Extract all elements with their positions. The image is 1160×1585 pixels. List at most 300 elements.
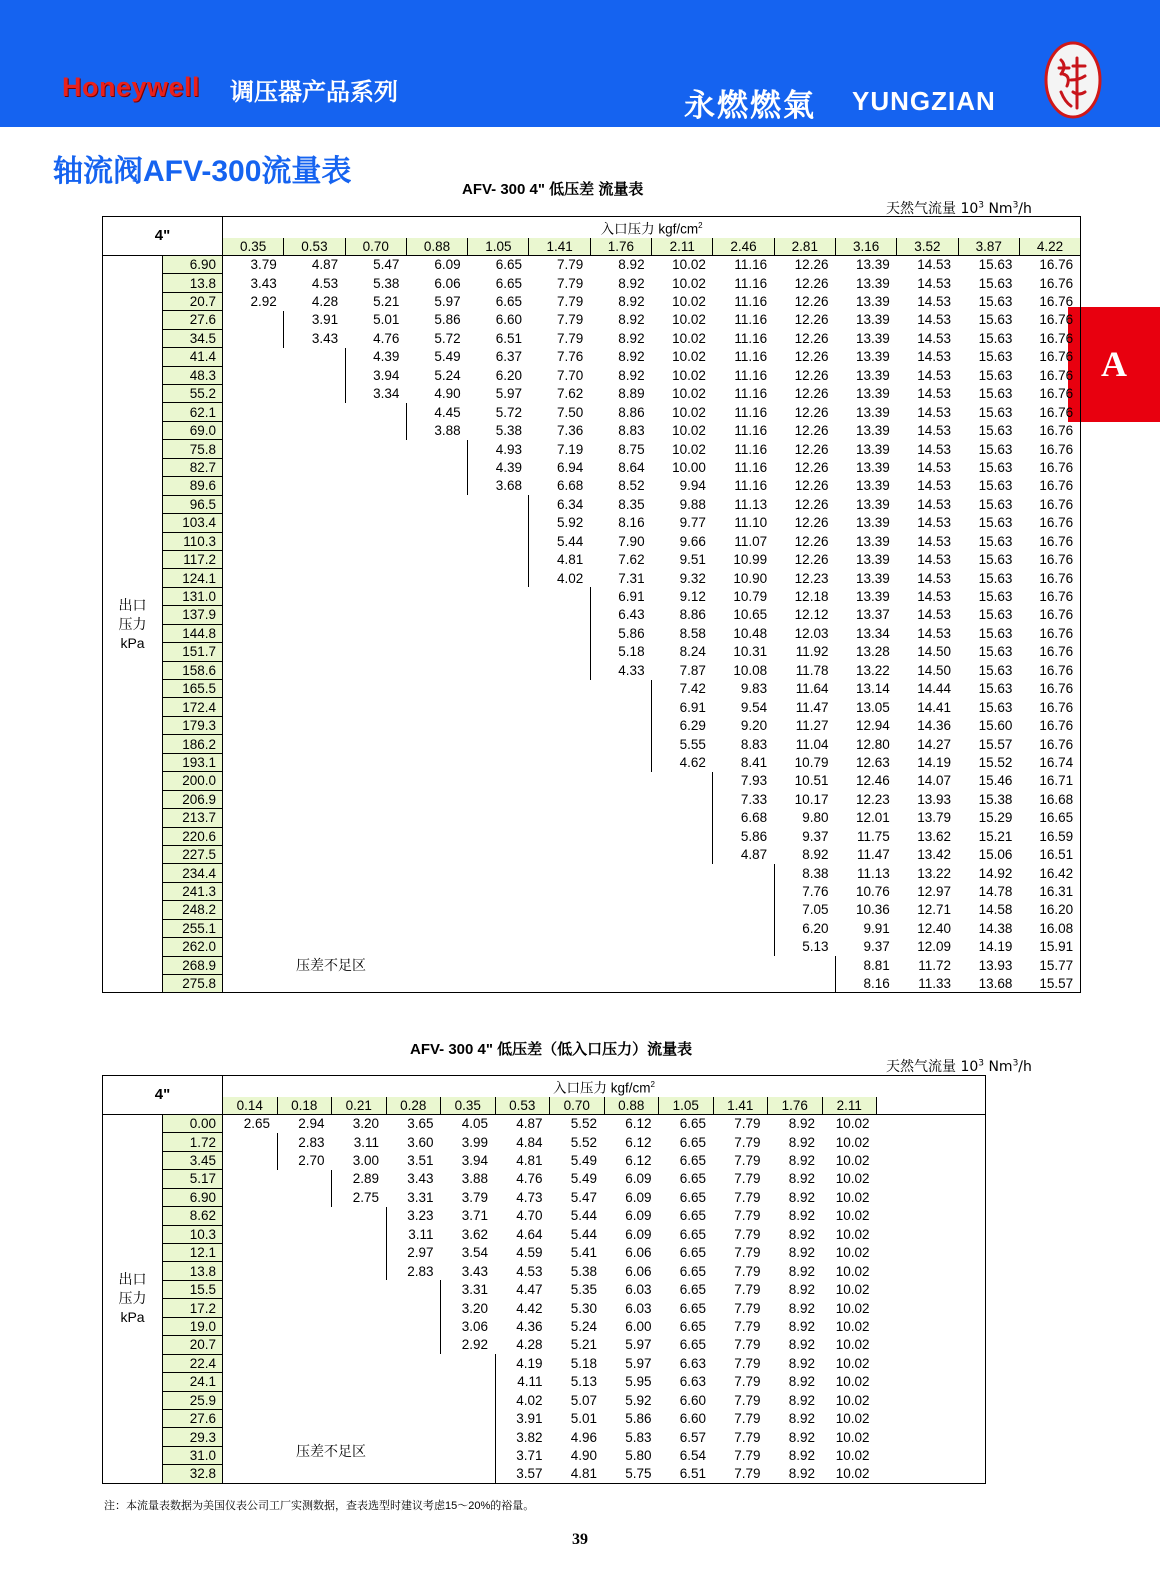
flow-value-cell: 8.92 — [788, 1245, 815, 1261]
empty-cell — [590, 809, 651, 827]
empty-cell — [277, 1188, 332, 1206]
flow-value-cell: 16.76 — [1019, 329, 1080, 347]
flow-value-cell: 8.58 — [679, 625, 706, 641]
flow-value-cell: 4.70 — [516, 1208, 543, 1224]
table-row — [103, 975, 1081, 993]
flow-value-cell: 11.16 — [734, 349, 768, 365]
empty-cell — [345, 569, 406, 587]
inlet-pressure-col-header: 3.16 — [835, 238, 896, 256]
empty-cell — [468, 864, 529, 882]
empty-cell — [468, 790, 529, 808]
flow-value-cell: 14.36 — [917, 718, 952, 734]
empty-cell — [277, 1465, 332, 1483]
flow-value-cell: 10.90 — [733, 570, 768, 586]
flow-value-cell: 5.86 — [713, 827, 774, 845]
flow-value-cell: 3.79 — [223, 255, 284, 273]
empty-cell — [277, 1409, 332, 1427]
outlet-pressure-row-header: 19.0 — [163, 1317, 223, 1335]
flow-value-cell: 6.34 — [529, 495, 590, 513]
empty-cell — [277, 1336, 332, 1354]
empty-cell — [590, 845, 651, 863]
empty-cell — [223, 1151, 278, 1169]
outlet-pressure-row-header: 48.3 — [163, 366, 223, 384]
flow-value-cell: 6.65 — [679, 1134, 706, 1150]
outlet-pressure-row-header: 213.7 — [163, 809, 223, 827]
flow-value-cell: 7.62 — [618, 552, 645, 568]
flow-value-cell: 16.76 — [1019, 624, 1080, 642]
outlet-pressure-label: 出口 压力 kPa — [103, 1114, 163, 1483]
flow-value-cell: 12.01 — [855, 810, 890, 826]
inlet-pressure-col-header: 1.05 — [659, 1097, 714, 1115]
flow-value-cell: 12.09 — [917, 939, 952, 955]
flow-value-cell: 5.97 — [434, 294, 461, 310]
flow-value-cell: 9.83 — [740, 681, 768, 697]
flow-value-cell: 6.51 — [495, 330, 522, 346]
flow-value-cell: 5.38 — [495, 423, 522, 439]
inlet-pressure-col-header: 0.35 — [441, 1097, 496, 1115]
table-row — [103, 458, 1081, 476]
flow-value-cell: 10.02 — [835, 1208, 870, 1224]
inlet-pressure-col-header: 0.53 — [284, 238, 345, 256]
table-row — [103, 1207, 986, 1225]
flow-value-cell: 8.92 — [788, 1318, 815, 1334]
flow-value-cell: 10.00 — [672, 459, 706, 475]
empty-cell — [529, 698, 590, 716]
flow-value-cell: 8.92 — [788, 1226, 815, 1242]
flow-value-cell: 12.26 — [794, 349, 829, 365]
flow-value-cell: 6.06 — [625, 1245, 652, 1261]
empty-cell — [877, 1280, 932, 1298]
flow-value-cell: 10.02 — [835, 1171, 870, 1187]
empty-cell — [406, 550, 467, 568]
flow-value-cell: 3.68 — [468, 477, 529, 495]
outlet-pressure-row-header: 158.6 — [163, 661, 223, 679]
flow-value-cell: 14.19 — [978, 939, 1013, 955]
flow-value-cell: 15.63 — [978, 496, 1013, 512]
flow-value-cell: 8.92 — [788, 1355, 815, 1371]
empty-cell — [652, 919, 713, 937]
flow-value-cell: 10.48 — [733, 625, 768, 641]
flow-value-cell: 4.33 — [590, 661, 651, 679]
section-tab[interactable]: A — [1068, 307, 1160, 422]
empty-cell — [877, 1336, 932, 1354]
flow-value-cell: 13.93 — [978, 957, 1013, 973]
empty-cell — [223, 919, 284, 937]
inlet-pressure-col-header: 0.18 — [277, 1097, 332, 1115]
flow-value-cell: 6.06 — [434, 275, 461, 291]
flow-value-cell: 5.47 — [570, 1189, 597, 1205]
flow-value-cell: 12.26 — [794, 294, 829, 310]
empty-cell — [877, 1409, 932, 1427]
flow-value-cell: 4.19 — [495, 1354, 550, 1372]
flow-value-cell: 6.37 — [495, 349, 522, 365]
empty-cell — [877, 1317, 932, 1335]
flow-value-cell: 13.39 — [855, 423, 890, 439]
inlet-pressure-col-header: 2.11 — [822, 1097, 877, 1115]
empty-cell — [652, 790, 713, 808]
flow-value-cell: 6.63 — [679, 1374, 706, 1390]
flow-value-cell: 8.16 — [835, 975, 896, 993]
flow-value-cell: 8.16 — [618, 515, 645, 531]
empty-cell — [877, 1225, 932, 1243]
flow-value-cell: 5.38 — [570, 1263, 597, 1279]
empty-cell — [223, 753, 284, 771]
flow-value-cell: 3.88 — [461, 1171, 488, 1187]
flow-value-cell: 16.74 — [1019, 753, 1080, 771]
header-banner — [0, 0, 1160, 127]
empty-cell — [441, 1354, 496, 1372]
flow-value-cell: 14.53 — [917, 275, 952, 291]
flow-value-cell: 7.87 — [679, 662, 706, 678]
inlet-pressure-col-header: 1.76 — [768, 1097, 823, 1115]
flow-value-cell: 6.09 — [625, 1208, 652, 1224]
flow-value-cell: 5.21 — [373, 294, 400, 310]
empty-cell — [406, 440, 467, 458]
table-row — [103, 1262, 986, 1280]
outlet-pressure-row-header: 179.3 — [163, 716, 223, 734]
flow-value-cell: 15.63 — [978, 570, 1013, 586]
empty-cell — [284, 919, 345, 937]
flow-value-cell: 10.02 — [835, 1448, 870, 1464]
empty-cell — [332, 1207, 387, 1225]
flow-value-cell: 5.01 — [373, 312, 400, 328]
flow-value-cell: 7.79 — [734, 1429, 761, 1445]
flow-value-cell: 14.27 — [917, 736, 952, 752]
flow-value-cell: 6.65 — [679, 1116, 706, 1132]
inlet-pressure-col-header: 2.46 — [713, 238, 774, 256]
flow-value-cell: 12.26 — [794, 404, 829, 420]
empty-cell — [345, 514, 406, 532]
empty-cell — [468, 901, 529, 919]
outlet-pressure-row-header: 20.7 — [163, 292, 223, 310]
flow-value-cell: 4.45 — [406, 403, 467, 421]
empty-cell — [468, 624, 529, 642]
outlet-pressure-row-header: 1.72 — [163, 1133, 223, 1151]
flow-value-cell: 3.23 — [386, 1207, 441, 1225]
flow-value-cell: 2.97 — [386, 1244, 441, 1262]
outlet-pressure-row-header: 144.8 — [163, 624, 223, 642]
flow-value-cell: 5.13 — [774, 938, 835, 956]
flow-value-cell: 6.65 — [679, 1208, 706, 1224]
flow-value-cell: 8.92 — [618, 367, 645, 383]
outlet-pressure-row-header: 27.6 — [163, 311, 223, 329]
flow-value-cell: 10.17 — [794, 791, 829, 807]
flow-value-cell: 8.92 — [788, 1374, 815, 1390]
empty-cell — [386, 1428, 441, 1446]
flow-value-cell: 15.21 — [978, 828, 1013, 844]
outlet-pressure-row-header: 13.8 — [163, 1262, 223, 1280]
flow-value-cell: 7.79 — [713, 1465, 768, 1483]
empty-cell — [386, 1409, 441, 1427]
flow-value-cell: 13.39 — [855, 330, 890, 346]
flow-value-cell: 4.05 — [461, 1116, 488, 1132]
flow-value-cell: 15.63 — [978, 423, 1013, 439]
flow-value-cell: 4.47 — [516, 1282, 543, 1298]
empty-cell — [931, 1465, 986, 1483]
flow-value-cell: 12.23 — [794, 570, 829, 586]
empty-cell — [223, 366, 284, 384]
empty-cell — [468, 845, 529, 863]
outlet-pressure-label: 出口 压力 kPa — [103, 255, 163, 993]
flow-value-cell: 4.53 — [516, 1263, 543, 1279]
empty-cell — [277, 1354, 332, 1372]
empty-cell — [652, 938, 713, 956]
flow-value-cell: 5.86 — [434, 312, 461, 328]
flow-value-cell: 14.58 — [978, 902, 1013, 918]
flow-value-cell: 7.79 — [734, 1263, 761, 1279]
flow-value-cell: 5.95 — [625, 1374, 652, 1390]
empty-cell — [931, 1391, 986, 1409]
flow-value-cell: 15.57 — [978, 736, 1013, 752]
size-header: 4" — [103, 1076, 223, 1115]
empty-cell — [529, 882, 590, 900]
empty-cell — [223, 1336, 278, 1354]
empty-cell — [332, 1354, 387, 1372]
empty-cell — [468, 975, 529, 993]
flow-value-cell: 7.79 — [734, 1189, 761, 1205]
empty-cell — [284, 809, 345, 827]
empty-cell — [284, 385, 345, 403]
flow-value-cell: 4.76 — [373, 330, 400, 346]
table-row — [103, 1244, 986, 1262]
flow-value-cell: 8.92 — [788, 1153, 815, 1169]
flow-value-cell: 8.92 — [788, 1263, 815, 1279]
flow-value-cell: 11.04 — [795, 736, 829, 752]
empty-cell — [386, 1299, 441, 1317]
flow-value-cell: 10.02 — [835, 1392, 870, 1408]
flow-value-cell: 10.02 — [672, 294, 706, 310]
empty-cell — [931, 1151, 986, 1169]
empty-cell — [529, 975, 590, 993]
flow-value-cell: 13.39 — [855, 441, 890, 457]
flow-value-cell: 15.63 — [978, 625, 1013, 641]
flow-value-cell: 9.32 — [679, 570, 706, 586]
flow-value-cell: 12.97 — [917, 884, 952, 900]
company-seal-icon — [1043, 40, 1103, 120]
flow-value-cell: 5.97 — [495, 386, 522, 402]
flow-value-cell: 12.26 — [794, 478, 829, 494]
outlet-pressure-row-header: 206.9 — [163, 790, 223, 808]
flow-value-cell: 4.81 — [516, 1153, 543, 1169]
flow-value-cell: 10.02 — [835, 1153, 870, 1169]
flow-value-cell: 10.02 — [672, 423, 706, 439]
table2-caption: AFV- 300 4" 低压差（低入口压力）流量表 — [410, 1041, 693, 1058]
flow-value-cell: 2.83 — [386, 1262, 441, 1280]
flow-value-cell: 6.09 — [625, 1226, 652, 1242]
flow-value-cell: 3.31 — [407, 1189, 434, 1205]
empty-cell — [284, 532, 345, 550]
empty-cell — [223, 698, 284, 716]
empty-cell — [223, 716, 284, 734]
flow-value-cell: 9.37 — [863, 939, 890, 955]
empty-cell — [406, 975, 467, 993]
flow-value-cell: 13.39 — [855, 459, 890, 475]
inlet-pressure-col-header: 0.88 — [406, 238, 467, 256]
table-row — [103, 753, 1081, 771]
empty-cell — [284, 661, 345, 679]
flow-value-cell: 2.83 — [277, 1133, 332, 1151]
empty-cell — [223, 790, 284, 808]
empty-cell — [223, 1409, 278, 1427]
flow-value-cell: 3.94 — [461, 1153, 488, 1169]
flow-value-cell: 13.79 — [917, 810, 952, 826]
flow-value-cell: 4.28 — [311, 294, 339, 310]
flow-value-cell: 6.65 — [679, 1318, 706, 1334]
flow-value-cell: 4.81 — [550, 1465, 605, 1483]
empty-cell — [931, 1336, 986, 1354]
empty-cell — [332, 1280, 387, 1298]
empty-cell — [713, 882, 774, 900]
flow-value-cell: 7.31 — [618, 570, 645, 586]
flow-value-cell: 3.20 — [441, 1299, 496, 1317]
flow-value-cell: 15.57 — [1019, 975, 1080, 993]
outlet-pressure-row-header: 220.6 — [163, 827, 223, 845]
flow-value-cell: 6.68 — [557, 478, 584, 494]
flow-value-cell: 8.92 — [788, 1392, 815, 1408]
flow-value-cell: 9.51 — [679, 552, 706, 568]
empty-cell — [223, 550, 284, 568]
flow-value-cell: 10.02 — [672, 330, 706, 346]
flow-value-cell: 15.52 — [978, 754, 1013, 770]
empty-cell — [284, 882, 345, 900]
flow-value-cell: 14.53 — [917, 515, 952, 531]
empty-cell — [441, 1446, 496, 1464]
flow-value-cell: 12.26 — [794, 441, 829, 457]
flow-value-cell: 10.02 — [835, 1226, 870, 1242]
flow-value-cell: 7.33 — [713, 790, 774, 808]
inlet-pressure-col-header: 0.14 — [223, 1097, 278, 1115]
table-row — [103, 1428, 986, 1446]
flow-value-cell: 7.79 — [734, 1374, 761, 1390]
outlet-pressure-row-header: 8.62 — [163, 1207, 223, 1225]
flow-value-cell: 12.40 — [917, 920, 952, 936]
table-row — [103, 1336, 986, 1354]
outlet-pressure-row-header: 25.9 — [163, 1391, 223, 1409]
outlet-pressure-row-header: 29.3 — [163, 1428, 223, 1446]
empty-cell — [386, 1280, 441, 1298]
page-number: 39 — [572, 1531, 588, 1548]
flow-value-cell: 13.22 — [917, 865, 952, 881]
flow-value-cell: 13.39 — [855, 386, 890, 402]
flow-value-cell: 16.76 — [1019, 735, 1080, 753]
flow-value-cell: 3.00 — [352, 1153, 379, 1169]
flow-value-cell: 14.53 — [917, 441, 952, 457]
empty-cell — [406, 735, 467, 753]
empty-cell — [223, 1188, 278, 1206]
table-row — [103, 1225, 986, 1243]
inlet-pressure-header: 入口压力 kgf/$cm^2$ — [223, 1076, 986, 1097]
empty-cell — [223, 1244, 278, 1262]
empty-cell — [223, 772, 284, 790]
flow-value-cell: 8.83 — [618, 423, 645, 439]
flow-value-cell: 10.02 — [835, 1411, 870, 1427]
table-row — [103, 1133, 986, 1151]
flow-value-cell: 13.39 — [855, 349, 890, 365]
empty-cell — [345, 624, 406, 642]
flow-value-cell: 5.86 — [625, 1411, 652, 1427]
empty-cell — [406, 643, 467, 661]
empty-cell — [468, 661, 529, 679]
empty-cell — [345, 458, 406, 476]
outlet-pressure-row-header: 234.4 — [163, 864, 223, 882]
empty-cell — [284, 845, 345, 863]
outlet-pressure-row-header: 0.00 — [163, 1114, 223, 1132]
empty-cell — [332, 1317, 387, 1335]
table-row — [103, 919, 1081, 937]
flow-value-cell: 4.02 — [495, 1391, 550, 1409]
flow-value-cell: 15.63 — [978, 459, 1013, 475]
empty-cell — [345, 661, 406, 679]
flow-value-cell: 10.51 — [794, 773, 829, 789]
inlet-pressure-col-header: 1.76 — [590, 238, 651, 256]
inlet-pressure-col-header: 1.41 — [713, 1097, 768, 1115]
flow-value-cell: 4.02 — [529, 569, 590, 587]
empty-cell — [284, 698, 345, 716]
flow-value-cell: 15.29 — [978, 810, 1013, 826]
flow-value-cell: 14.53 — [917, 423, 952, 439]
page-title: 轴流阀AFV-300流量表 — [53, 155, 352, 188]
flow-value-cell: 15.63 — [978, 367, 1013, 383]
table-row — [103, 956, 1081, 974]
flow-value-cell: 4.36 — [516, 1318, 543, 1334]
empty-cell — [223, 1207, 278, 1225]
flow-value-cell: 14.53 — [917, 533, 952, 549]
empty-cell — [345, 440, 406, 458]
flow-value-cell: 4.81 — [529, 550, 590, 568]
empty-cell — [406, 698, 467, 716]
empty-cell — [652, 901, 713, 919]
empty-cell — [223, 864, 284, 882]
empty-cell — [284, 772, 345, 790]
flow-value-cell: 5.72 — [495, 404, 522, 420]
outlet-pressure-row-header: 10.3 — [163, 1225, 223, 1243]
flow-value-cell: 14.53 — [917, 589, 952, 605]
flow-value-cell: 3.54 — [461, 1245, 488, 1261]
empty-cell — [652, 827, 713, 845]
empty-cell — [284, 716, 345, 734]
table-row — [103, 1280, 986, 1298]
empty-cell — [223, 1280, 278, 1298]
flow-value-cell: 11.27 — [795, 718, 829, 734]
empty-cell — [223, 1373, 278, 1391]
empty-cell — [931, 1280, 986, 1298]
table-row — [103, 938, 1081, 956]
empty-cell — [468, 827, 529, 845]
empty-cell — [441, 1465, 496, 1483]
empty-cell — [590, 864, 651, 882]
empty-cell — [345, 919, 406, 937]
outlet-pressure-row-header: 137.9 — [163, 606, 223, 624]
flow-value-cell: 13.42 — [917, 847, 952, 863]
flow-value-cell: 6.91 — [590, 587, 651, 605]
footnote: 注：本流量表数据为美国仪表公司工厂实测数据，查表选型时建议考虑15～20%的裕量。 — [104, 1500, 535, 1512]
flow-value-cell: 4.87 — [713, 845, 774, 863]
size-header: 4" — [103, 217, 223, 256]
flow-value-cell: 8.92 — [618, 349, 645, 365]
flow-value-cell: 9.54 — [740, 699, 768, 715]
flow-value-cell: 12.26 — [794, 423, 829, 439]
outlet-pressure-row-header: 172.4 — [163, 698, 223, 716]
flow-value-cell: 7.05 — [774, 901, 835, 919]
empty-cell — [877, 1188, 932, 1206]
flow-value-cell: 10.02 — [835, 1318, 870, 1334]
flow-value-cell: 16.76 — [1019, 366, 1080, 384]
empty-cell — [877, 1465, 932, 1483]
empty-cell — [652, 809, 713, 827]
flow-value-cell: 3.65 — [407, 1116, 434, 1132]
table-row — [103, 606, 1081, 624]
flow-value-cell: 7.70 — [557, 367, 584, 383]
